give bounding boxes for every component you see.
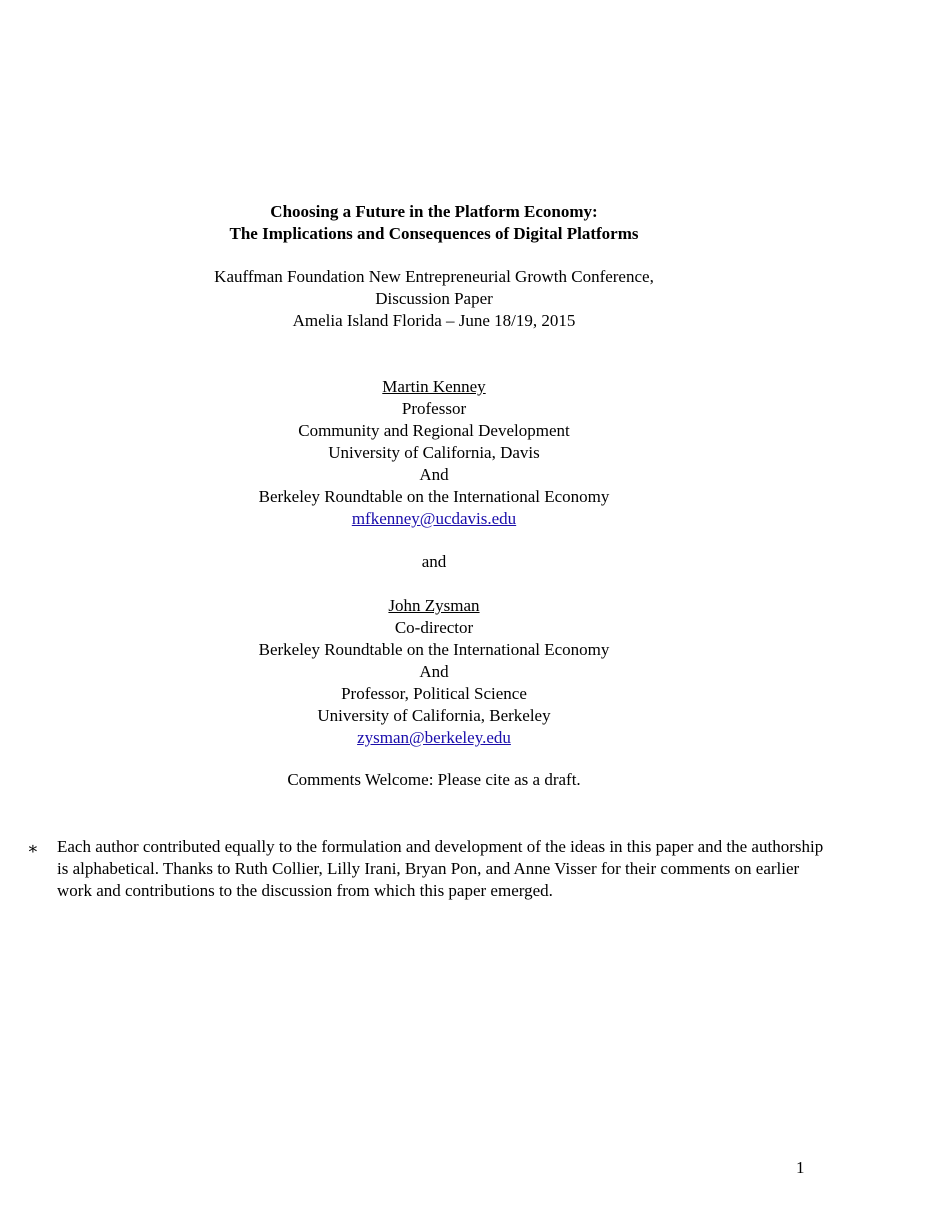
author-1-and: And bbox=[419, 465, 449, 484]
author-2-block bbox=[0, 595, 868, 749]
author-2-institution: University of California, Berkeley bbox=[317, 706, 551, 725]
title-line-2: The Implications and Consequences of Digital Platforms bbox=[229, 224, 639, 243]
author-2-name: John Zysman bbox=[388, 596, 480, 615]
separator-and: and bbox=[421, 552, 447, 571]
footnote-text: Each author contributed equally to the formulation and development of the ideas in this paper and the authorship is alphabetical. Thanks to Ruth Collier, Lilly Irani, Bryan Pon, and Anne Visser for their comments on earlier work and contributions to the discussion from which this paper emerged. bbox=[57, 837, 824, 900]
author-2-and: And bbox=[419, 662, 449, 681]
page-number: 1 bbox=[796, 1158, 805, 1177]
title-line-1: Choosing a Future in the Platform Economy: bbox=[270, 202, 598, 221]
author-1-institution: University of California, Davis bbox=[328, 443, 540, 462]
comments-block bbox=[0, 769, 868, 791]
author-1-name: Martin Kenney bbox=[382, 377, 486, 396]
author-1-block bbox=[0, 376, 868, 530]
author-2-email-link[interactable]: zysman@berkeley.edu bbox=[357, 728, 511, 747]
authors-separator bbox=[0, 551, 868, 573]
author-1-title: Professor bbox=[401, 399, 467, 418]
author-1-affiliation: Berkeley Roundtable on the International Economy bbox=[258, 487, 610, 506]
author-2-title: Co-director bbox=[394, 618, 474, 637]
author-1-email-link[interactable]: mfkenney@ucdavis.edu bbox=[351, 509, 517, 528]
author-2-position: Professor, Political Science bbox=[341, 684, 527, 703]
author-2-affiliation: Berkeley Roundtable on the International Economy bbox=[258, 640, 610, 659]
conference-location-date: Amelia Island Florida – June 18/19, 2015 bbox=[292, 311, 576, 330]
title-block bbox=[0, 201, 868, 245]
footnote-asterisk: ∗ bbox=[27, 839, 39, 858]
author-1-department: Community and Regional Development bbox=[298, 421, 570, 440]
comments-note: Comments Welcome: Please cite as a draft. bbox=[287, 770, 581, 789]
conference-paper-type: Discussion Paper bbox=[375, 289, 493, 308]
conference-block bbox=[0, 266, 868, 332]
conference-name: Kauffman Foundation New Entrepreneurial Growth Conference, bbox=[214, 267, 654, 286]
